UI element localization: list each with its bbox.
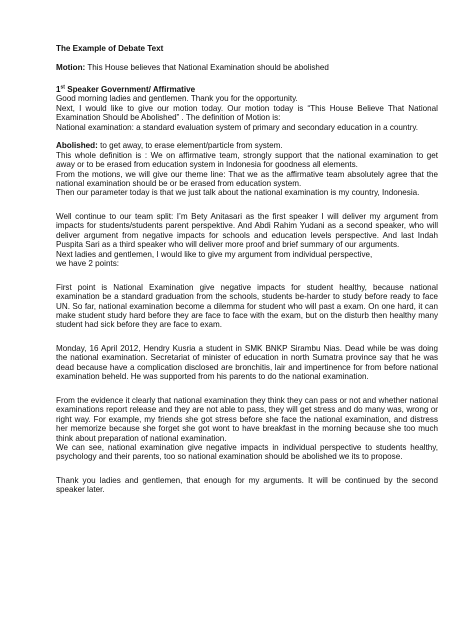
motion-line <box>56 63 438 72</box>
point-one-paragraph: First point is National Examination give negative impacts for student healthy, because national examination be a standard graduation from the schools, students be-harder to study before ready to face UN. So far, national examination become a dilemma for student who will past a exam. On one hard, it can make student study hard before they are face to face with the exam, but on the disturb then healthy many student had sick before they are face to exam. <box>56 282 438 330</box>
theme-line: From the motions, we will give our theme line: That we as the affirmative team absolutely agree that the national examination should be or be erased from education system. <box>56 169 438 188</box>
conclusion-paragraph: We can see, national examination give negative impacts in individual perspective to students healthy, psychology and their parents, too so national examination should be abolished we its to propose. <box>56 442 438 462</box>
national-exam-definition: National examination: a standard evaluation system of primary and secondary education in a country. <box>56 122 419 132</box>
case-paragraph: Monday, 16 April 2012, Hendry Kusria a student in SMK BNKP Sirambu Nias. Dead while be was doing the national examination. Secretariat of minister of education in north Sumatra province say that he was dead because have a complication disclosed are bronchitis, lair and impertinence for from before national examination beheld. He was supported from his parents to do the national examination. <box>56 343 438 382</box>
team-split-paragraph: Well continue to our team split: I’m Bety Anitasari as the first speaker I will deliver my argument from impacts for students/students parent perspektive. And Abdi Rahim Yudani as a second speaker, who will deliver argument from negative impacts for schools and education levels perspective. And last Indah Puspita Sari as a third speaker who will deliver more proof and brief summary of our arguments. <box>56 211 438 250</box>
document-title: The Example of Debate Text <box>56 44 164 53</box>
motion-text: This House believes that National Examination should be abolished <box>85 63 329 73</box>
point-one-section <box>56 283 438 330</box>
motion-definition-intro: Next, I would like to give our motion today. Our motion today is “This House Believe That National Examination Should be Abolished” . The definition of Motion is: <box>56 103 438 123</box>
abolished-label: Abolished: <box>56 141 98 151</box>
case-section <box>56 344 438 382</box>
evidence-section <box>56 396 438 462</box>
speaker-heading <box>56 85 438 94</box>
intro-section <box>56 85 438 132</box>
points-count-line: we have 2 points: <box>56 259 119 269</box>
abolished-line <box>56 141 438 150</box>
transition-line: Next ladies and gentlemen, I would like to give my argument from individual perspective, <box>56 249 373 259</box>
speaker-number: 1 <box>56 84 61 94</box>
abolished-section <box>56 141 438 198</box>
greeting-line: Good morning ladies and gentlemen. Thank you for the opportunity. <box>56 94 298 104</box>
team-split-section <box>56 212 438 269</box>
abolished-text: to get away, to erase element/particle from system. <box>97 141 283 151</box>
speaker-label: Speaker Government/ Affirmative <box>64 84 196 94</box>
evidence-paragraph: From the evidence it clearly that national examination they think they can pass or not and whether national examinations report release and they are not able to pass, they will get stress and do many was, wrong or right way. For example, my friends she got stress before she face the national examination, and distress her memorize because she forget she got wont to have breakfast in the morning because she too much think about preparation of national examination. <box>56 395 438 443</box>
closing-section <box>56 476 438 495</box>
parameter-line: Then our parameter today is that we just talk about the national examination is my country, Indonesia. <box>56 188 420 198</box>
whole-definition: This whole definition is : We on affirmative team, strongly support that the national examination to get away or to be erased from education system in Indonesia for goodness all elements. <box>56 150 438 170</box>
closing-paragraph: Thank you ladies and gentlemen, that enough for my arguments. It will be continued by the second speaker later. <box>56 475 438 495</box>
speaker-suffix: st <box>60 84 65 91</box>
motion-label: Motion: <box>56 63 86 73</box>
